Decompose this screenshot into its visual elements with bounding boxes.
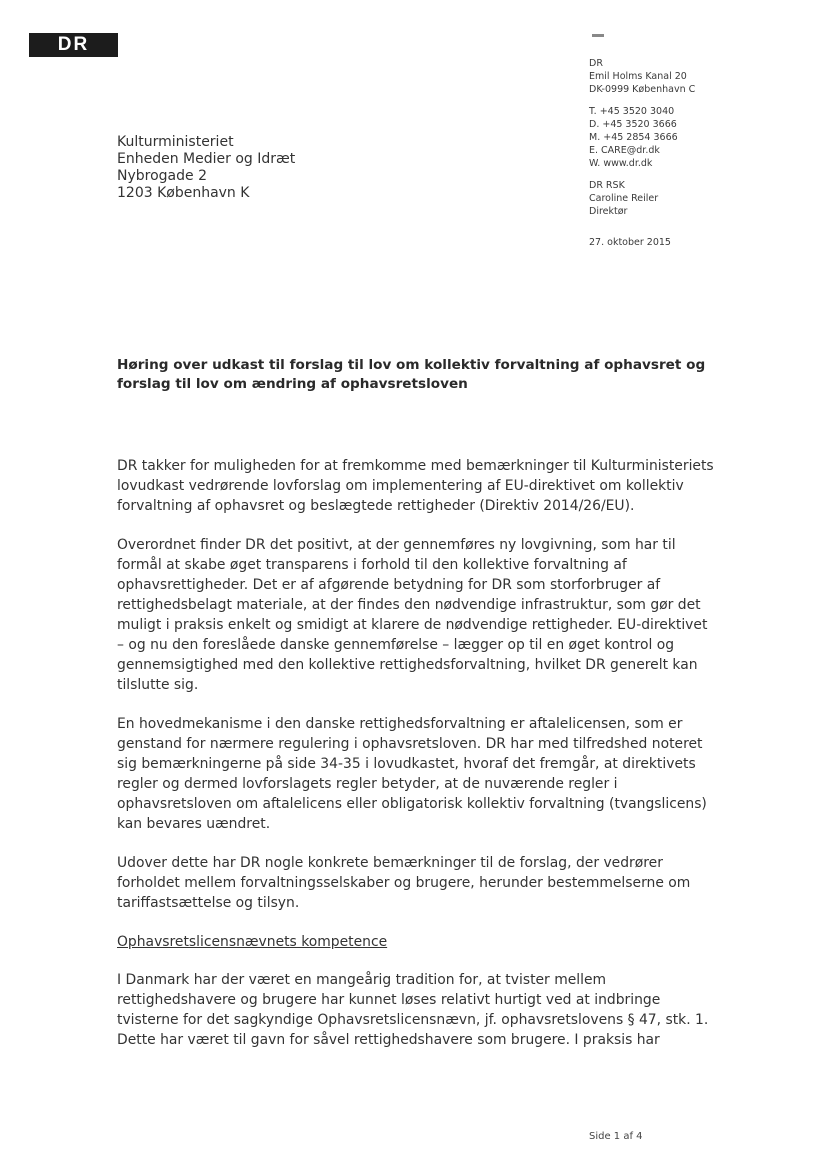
sender-name: DR — [589, 58, 603, 69]
sender-dept: DR RSK — [589, 180, 625, 191]
body-paragraph: Overordnet finder DR det positivt, at der gennemføres ny lovgivning, som har til formål at skabe øget transparens i forhold til den kollektive forvaltning af ophavsrettigheder. Det er af afgørende betydning for DR som storforbruger af rettighedsbelagt materiale, at der findes den nødvendige infrastruktur, som gør det muligt i praksis enkelt og smidigt at klarere de nødvendige rettigheder. EU-direktivet – og nu den foreslåede danske gennemførelse – lægger op til en øget kontrol og gennemsigtighed med den kollektive rettighedsforvaltning, hvilket DR generelt kan tilslutte sig. — [117, 537, 708, 693]
sender-email: E. CARE@dr.dk — [589, 145, 660, 156]
recipient-line: Nybrogade 2 — [117, 168, 207, 184]
section-heading: Ophavsretslicensnævnets kompetence — [117, 934, 388, 950]
letter-subject: Høring over udkast til forslag til lov om kollektiv forvaltning af ophavsret og forslag til lov om ændring af ophavsretsloven — [117, 357, 706, 392]
dr-logo: DR — [29, 33, 118, 57]
letter-body — [117, 456, 717, 1069]
body-paragraph: DR takker for muligheden for at fremkomme med bemærkninger til Kulturministeriets lovudkast vedrørende lovforslag om implementering af EU-direktivet om kollektiv forvaltning af ophavsret og beslægtede rettigheder (Direktiv 2014/26/EU). — [117, 458, 714, 514]
sender-street: Emil Holms Kanal 20 — [589, 71, 687, 82]
sender-web: W. www.dr.dk — [589, 158, 653, 169]
sender-role: Direktør — [589, 206, 628, 217]
body-paragraph: Udover dette har DR nogle konkrete bemærkninger til de forslag, der vedrører forholdet mellem forvaltningsselskaber og brugere, herunder bestemmelserne om tariffastsættelse og tilsyn. — [117, 855, 691, 911]
page-number: Side 1 af 4 — [589, 1131, 643, 1142]
sender-city: DK-0999 København C — [589, 84, 696, 95]
sender-block — [589, 57, 695, 249]
sender-phone-m: M. +45 2854 3666 — [589, 132, 678, 143]
sender-phone-t: T. +45 3520 3040 — [589, 106, 675, 117]
header-mark — [592, 34, 604, 37]
body-paragraph: I Danmark har der været en mangeårig tradition for, at tvister mellem rettighedshavere og brugere har kunnet løses relativt hurtigt ved at indbringe tvisterne for det sagkyndige Ophavsretslicensnævn, jf. ophavsretslovens § 47, stk. 1. Dette har været til gavn for såvel rettighedshavere som brugere. I praksis har — [117, 972, 709, 1048]
sender-person: Caroline Reiler — [589, 193, 659, 204]
recipient-address — [117, 134, 295, 202]
sender-phone-d: D. +45 3520 3666 — [589, 119, 677, 130]
recipient-line: 1203 København K — [117, 185, 250, 201]
body-paragraph: En hovedmekanisme i den danske rettighedsforvaltning er aftalelicensen, som er genstand for nærmere regulering i ophavsretsloven. DR har med tilfredshed noteret sig bemærkningerne på side 34-35 i lovudkastet, hvoraf det fremgår, at direktivets regler og dermed lovforslagets regler betyder, at de nuværende regler i ophavsretsloven om aftalelicens eller obligatorisk kollektiv forvaltning (tvangslicens) kan bevares uændret. — [117, 716, 707, 832]
letter-date: 27. oktober 2015 — [589, 237, 671, 248]
recipient-line: Kulturministeriet — [117, 134, 234, 150]
recipient-line: Enheden Medier og Idræt — [117, 151, 296, 167]
